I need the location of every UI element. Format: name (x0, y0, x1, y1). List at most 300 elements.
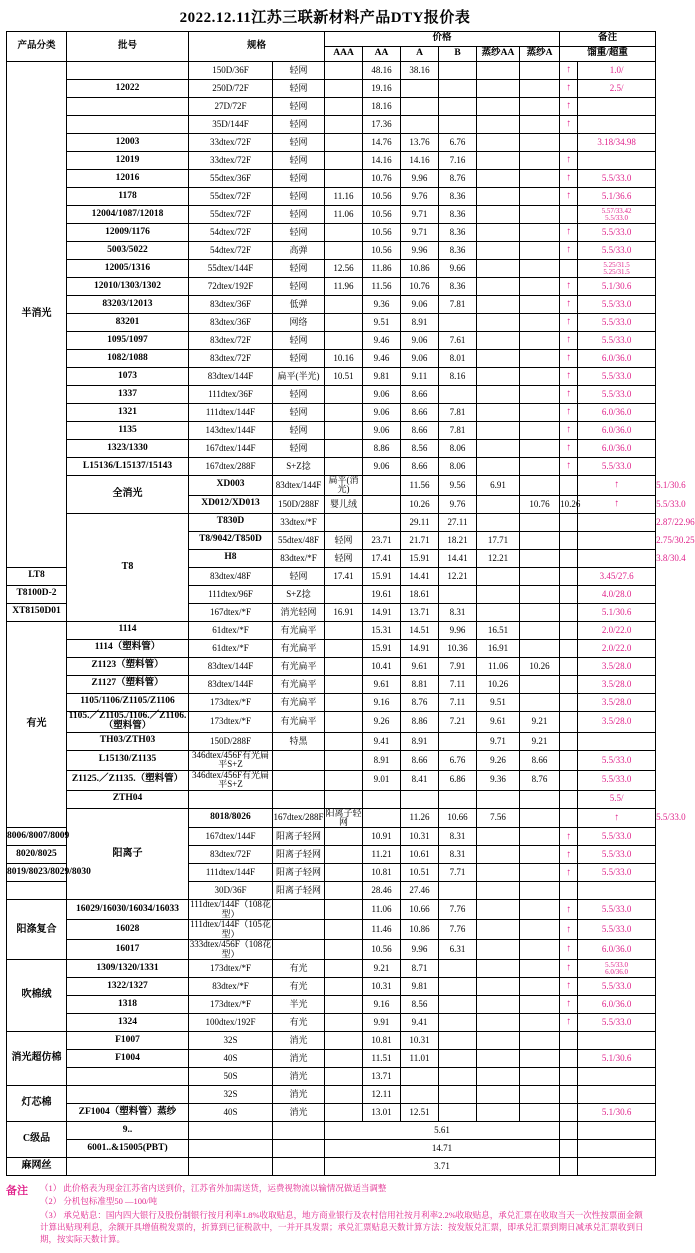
batch-cell: 12005/1316 (67, 260, 189, 278)
price-aaa-cell (325, 639, 363, 657)
price-a-cell: 10.31 (401, 1032, 439, 1050)
price-b-cell: 6.31 (439, 940, 477, 960)
spec-cell: 167dtex/288F (189, 458, 273, 476)
type-cell: 有光 (273, 978, 325, 996)
table-row (7, 1086, 656, 1104)
type-cell (325, 513, 363, 531)
table-row (7, 422, 656, 440)
price-aaa-cell: 10.16 (325, 350, 363, 368)
price-steam-aa-cell (477, 440, 520, 458)
batch-cell: 1323/1330 (67, 440, 189, 458)
spec-cell: 55dtex/144F (189, 260, 273, 278)
price-aaa-cell (325, 978, 363, 996)
price-b-cell: 7.61 (439, 332, 477, 350)
spec-cell: 250D/72F (189, 80, 273, 98)
spec-cell: 83dtex/144F (189, 657, 273, 675)
price-aa-cell: 9.46 (363, 332, 401, 350)
remark-cell (578, 1086, 656, 1104)
batch-cell: 1135 (67, 422, 189, 440)
price-b-cell (439, 960, 477, 978)
price-steam-a-cell (520, 882, 560, 900)
batch-cell: 1105/1106/Z1105/Z1106 (67, 693, 189, 711)
price-steam-a-cell (520, 404, 560, 422)
trend-arrow-cell: ↑ (560, 386, 578, 404)
price-steam-a-cell (520, 960, 560, 978)
remark-cell: 5.5/33.0 (578, 1014, 656, 1032)
batch-cell (67, 116, 189, 134)
remark-cell: 3.5/28.0 (578, 657, 656, 675)
type-cell (273, 1122, 325, 1140)
price-aaa-cell (325, 170, 363, 188)
table-row (7, 770, 656, 790)
price-aa-cell: 14.16 (363, 152, 401, 170)
spec-cell: 173dtex/*F (189, 693, 273, 711)
price-aa-cell: 9.41 (363, 732, 401, 750)
spec-cell: 83dtex/72F (189, 332, 273, 350)
footer-label: 备注 (6, 1185, 28, 1198)
price-b-cell: 6.76 (439, 134, 477, 152)
price-steam-aa-cell (477, 98, 520, 116)
batch-cell: 1322/1327 (67, 978, 189, 996)
batch-cell: Z1125.／Z1135.（塑料管） (67, 770, 189, 790)
spec-cell: 50S (189, 1068, 273, 1086)
price-aa-cell: 11.21 (363, 846, 401, 864)
trend-arrow-cell (560, 603, 578, 621)
price-aaa-cell (325, 790, 363, 808)
price-aa-cell: 29.11 (401, 513, 439, 531)
price-b-cell (439, 732, 477, 750)
price-steam-a-cell (520, 996, 560, 1014)
header-remark-sub: 馏重/超重 (560, 47, 656, 62)
price-steam-aa-cell: 16.51 (477, 621, 520, 639)
table-row (7, 440, 656, 458)
price-steam-aa-cell (477, 1068, 520, 1086)
remark-cell: 5.5/33.0 (578, 386, 656, 404)
remark-cell: 3.18/34.98 (578, 134, 656, 152)
price-steam-aa-cell (477, 882, 520, 900)
batch-cell: XD003 (189, 476, 273, 496)
table-row (7, 621, 656, 639)
price-steam-aa-cell (477, 603, 520, 621)
price-aa-cell: 18.16 (363, 98, 401, 116)
batch-cell (67, 1158, 189, 1176)
table-row (7, 458, 656, 476)
price-steam-a-cell: 9.21 (520, 732, 560, 750)
price-aa-cell: 14.91 (363, 603, 401, 621)
header-aa: AA (363, 47, 401, 62)
price-aa-cell: 9.06 (363, 386, 401, 404)
price-b-cell (439, 1032, 477, 1050)
price-a-cell (401, 98, 439, 116)
price-a-cell: 8.86 (401, 711, 439, 732)
price-b-cell (439, 1050, 477, 1068)
price-aa-cell: 15.91 (363, 567, 401, 585)
price-steam-aa-cell (477, 1014, 520, 1032)
trend-arrow-cell: ↑ (560, 62, 578, 80)
table-row (7, 152, 656, 170)
footer-body (40, 1182, 644, 1247)
table-row (7, 350, 656, 368)
spec-cell: 111dtex/144F（105花型） (190, 919, 271, 939)
table-row (7, 978, 656, 996)
trend-arrow-cell: ↑ (578, 495, 656, 513)
table-row (7, 675, 656, 693)
trend-arrow-cell: ↑ (560, 368, 578, 386)
spec-cell: 33dtex/72F (189, 152, 273, 170)
price-steam-aa-cell (477, 422, 520, 440)
trend-arrow-cell (560, 639, 578, 657)
price-b-cell (439, 80, 477, 98)
price-a-cell: 9.96 (401, 242, 439, 260)
remark-cell: 5.1/30.6 (578, 1050, 656, 1068)
table-row (7, 996, 656, 1014)
trend-arrow-cell (560, 657, 578, 675)
trend-arrow-cell: ↑ (560, 960, 578, 978)
category-cell: T8 (67, 513, 189, 621)
price-aa-cell: 9.16 (363, 693, 401, 711)
table-row: H8 83dtex/*F 轻网 17.41 15.91 14.41 12.21 3.8/30.4 (7, 549, 656, 567)
spec-cell: 150D/288F (273, 495, 325, 513)
table-row (7, 62, 656, 80)
price-aaa-cell (325, 693, 363, 711)
price-a-cell: 9.06 (401, 296, 439, 314)
price-a-cell: 10.86 (401, 920, 439, 940)
trend-arrow-cell: ↑ (560, 224, 578, 242)
spec-cell: 150D/288F (189, 732, 273, 750)
price-aaa-cell (325, 732, 363, 750)
type-cell: 轻网 (273, 206, 325, 224)
price-steam-a-cell (560, 531, 578, 549)
price-steam-aa-cell (477, 152, 520, 170)
batch-cell: 16017 (67, 940, 189, 960)
price-steam-aa-cell (477, 314, 520, 332)
trend-arrow-cell (560, 567, 578, 585)
price-b-cell: 8.36 (439, 224, 477, 242)
price-b-cell: 6.86 (439, 770, 477, 790)
price-a-cell: 18.61 (401, 585, 439, 603)
price-aa-cell: 9.91 (363, 1014, 401, 1032)
remark-cell: 5.5/33.0 (578, 242, 656, 260)
price-b-cell (477, 495, 520, 513)
remark-cell (578, 732, 656, 750)
category-cell: 全消光 (67, 476, 189, 514)
trend-arrow-cell (560, 585, 578, 603)
price-aa-cell: 9.26 (363, 711, 401, 732)
type-cell: 轻网 (273, 422, 325, 440)
spec-cell: 72dtex/192F (189, 278, 273, 296)
price-b-cell (439, 996, 477, 1014)
price-aaa-cell (363, 476, 401, 496)
price-aaa-cell (325, 404, 363, 422)
price-steam-aa-cell (477, 278, 520, 296)
trend-arrow-cell (560, 750, 578, 770)
batch-cell: 12009/1176 (67, 224, 189, 242)
price-steam-a-cell (520, 260, 560, 278)
price-aaa-cell (325, 621, 363, 639)
batch-cell: ZF1004（塑料管）蒸纱 (67, 1104, 189, 1122)
price-steam-a-cell (520, 621, 560, 639)
remark-cell (578, 1122, 656, 1140)
table-row: 阳离子 8018/8026 167dtex/288F 阳离子轻网 11.26 10.66 7.56 ↑ 5.5/33.0 (7, 808, 656, 828)
price-steam-aa-cell (477, 260, 520, 278)
price-a-cell: 8.66 (401, 422, 439, 440)
price-b-cell (439, 585, 477, 603)
price-steam-a-cell (520, 116, 560, 134)
remark-cell (578, 1068, 656, 1086)
price-a-cell: 10.86 (401, 260, 439, 278)
price-steam-a-cell (520, 188, 560, 206)
batch-cell (67, 1068, 189, 1086)
price-aaa-cell (325, 458, 363, 476)
table-row (7, 900, 656, 920)
spec-cell: 83dtex/144F (273, 476, 325, 496)
batch-cell (7, 882, 67, 900)
price-steam-aa-cell (477, 134, 520, 152)
price-steam-a-cell (520, 603, 560, 621)
price-steam-aa-cell (477, 368, 520, 386)
price-aaa-cell: 10.51 (325, 368, 363, 386)
price-b-cell: 17.71 (477, 531, 520, 549)
price-aa-cell (363, 790, 401, 808)
price-b-cell: 10.36 (439, 639, 477, 657)
price-aa-cell: 10.56 (363, 206, 401, 224)
price-b-cell: 6.91 (477, 476, 520, 496)
price-a-cell (401, 80, 439, 98)
price-a-cell: 8.66 (401, 458, 439, 476)
batch-cell: T8100D-2 (7, 585, 67, 603)
table-body (7, 62, 695, 1176)
remark-cell (578, 98, 656, 116)
table-row (7, 188, 656, 206)
footer-notes (6, 1182, 644, 1247)
type-cell: 轻网 (273, 260, 325, 278)
price-steam-a-cell (520, 978, 560, 996)
price-a-cell: 9.76 (401, 188, 439, 206)
price-table (6, 31, 695, 1176)
type-cell: 轻网 (273, 152, 325, 170)
type-cell: 轻网 (273, 98, 325, 116)
remark-cell: 2.5/ (578, 80, 656, 98)
table-row: T8 T830D 33dtex/*F 29.11 27.11 2.87/22.96 (7, 513, 656, 531)
price-steam-a-cell (520, 350, 560, 368)
price-steam-aa-cell (477, 790, 520, 808)
price-steam-a-cell (520, 98, 560, 116)
price-b-cell (439, 62, 477, 80)
spec-cell: 100dtex/192F (189, 1014, 273, 1032)
batch-cell: 1114 (67, 621, 189, 639)
page-title: 2022.12.11江苏三联新材料产品DTY报价表 (179, 10, 471, 26)
table-row (7, 116, 656, 134)
spec-cell: 61dtex/*F (189, 639, 273, 657)
price-steam-aa-cell (477, 920, 520, 940)
trend-arrow-cell: ↑ (560, 1014, 578, 1032)
price-aaa-cell (325, 920, 363, 940)
spec-cell: 83dtex/144F (189, 368, 273, 386)
remark-cell: 5.5/33.0 (578, 314, 656, 332)
price-b-cell (439, 116, 477, 134)
remark-cell: 5.5/33.0 (578, 900, 656, 920)
price-steam-a-cell (520, 314, 560, 332)
price-aa-cell: 19.61 (363, 585, 401, 603)
price-a-cell: 9.71 (401, 224, 439, 242)
category-cell: 灯芯棉 (7, 1086, 67, 1122)
spec-cell: 33dtex/72F (189, 134, 273, 152)
trend-arrow-cell: ↑ (560, 940, 578, 960)
category-cell: 消光超仿棉 (7, 1032, 67, 1086)
price-a-cell: 8.91 (401, 314, 439, 332)
price-a-cell: 8.56 (401, 440, 439, 458)
type-cell: 轻网 (325, 531, 363, 549)
type-cell: 消光 (273, 1050, 325, 1068)
price-a-cell: 13.71 (401, 603, 439, 621)
spec-cell (189, 1158, 273, 1176)
price-aaa-cell (325, 296, 363, 314)
price-aaa-cell (325, 770, 363, 790)
table-row (7, 242, 656, 260)
type-cell: 有光扁平 (273, 675, 325, 693)
remark-cell: 2.0/22.0 (578, 639, 656, 657)
type-cell: 消光 (273, 1032, 325, 1050)
table-row (7, 278, 656, 296)
price-aaa-cell (325, 1104, 363, 1122)
price-steam-aa-cell: 11.06 (477, 657, 520, 675)
trend-arrow-cell (560, 711, 578, 732)
table-row: XD012/XD013 150D/288F 婴儿绒 10.26 9.76 10.76 10.26 ↑ 5.5/33.0 (7, 495, 656, 513)
batch-cell: TH03/ZTH03 (67, 732, 189, 750)
price-steam-a-cell (560, 808, 578, 828)
price-steam-aa-cell (477, 386, 520, 404)
price-a-cell: 9.61 (401, 657, 439, 675)
price-a-cell: 13.76 (401, 134, 439, 152)
price-steam-a-cell: 10.26 (520, 657, 560, 675)
type-cell: 有光扁平 (273, 693, 325, 711)
batch-cell: 9.. (67, 1122, 189, 1140)
batch-cell: 12004/1087/12018 (67, 206, 189, 224)
price-steam-a-cell (520, 567, 560, 585)
price-a-cell: 9.71 (401, 206, 439, 224)
spec-cell: 54dtex/72F (189, 224, 273, 242)
type-cell: 消光 (273, 1104, 325, 1122)
price-b-cell: 8.31 (439, 603, 477, 621)
price-a-cell: 9.06 (401, 332, 439, 350)
price-steam-a-cell (520, 440, 560, 458)
batch-cell: 1073 (67, 368, 189, 386)
price-aaa-cell (325, 864, 363, 882)
trend-arrow-cell: ↑ (560, 80, 578, 98)
trend-arrow-cell: ↑ (560, 152, 578, 170)
price-a-cell: 10.76 (401, 278, 439, 296)
price-b-cell (439, 1014, 477, 1032)
trend-arrow-cell: ↑ (560, 900, 578, 920)
spec-cell: 83dtex/*F (273, 549, 325, 567)
batch-cell: XT8150D01 (7, 603, 67, 621)
spec-cell: 33dtex/*F (273, 513, 325, 531)
price-aa-cell: 11.06 (363, 900, 401, 920)
batch-cell: 1095/1097 (67, 332, 189, 350)
price-steam-a-cell (520, 332, 560, 350)
type-cell: 消光轻网 (273, 603, 325, 621)
table-row (7, 80, 656, 98)
price-a-cell: 14.91 (401, 639, 439, 657)
trend-arrow-cell: ↑ (560, 404, 578, 422)
remark-cell: 5.1/30.6 (578, 603, 656, 621)
trend-arrow-cell (560, 260, 578, 278)
table-row (7, 657, 656, 675)
type-cell (273, 750, 325, 770)
spec-cell: 83dtex/72F (189, 350, 273, 368)
price-steam-aa-cell: 9.71 (477, 732, 520, 750)
type-cell: 阳离子轻网 (325, 807, 362, 827)
trend-arrow-cell: ↑ (560, 98, 578, 116)
trend-arrow-cell (560, 1068, 578, 1086)
header-aaa: AAA (325, 47, 363, 62)
price-a-cell: 8.91 (401, 732, 439, 750)
spec-cell: 54dtex/72F (189, 242, 273, 260)
price-aaa-cell (325, 657, 363, 675)
batch-cell: 12010/1303/1302 (67, 278, 189, 296)
price-steam-a-cell (520, 639, 560, 657)
remark-cell: 5.5/33.0 (578, 920, 656, 940)
remark-cell: 6.0/36.0 (578, 440, 656, 458)
price-steam-a-cell (520, 296, 560, 314)
type-cell: S+Z捻 (273, 458, 325, 476)
trend-arrow-cell (560, 693, 578, 711)
table-row (7, 368, 656, 386)
table-row (7, 1140, 656, 1158)
price-b-cell: 7.71 (439, 864, 477, 882)
price-steam-aa-cell (477, 828, 520, 846)
batch-cell: F1007 (67, 1032, 189, 1050)
price-a-cell: 8.56 (401, 996, 439, 1014)
spec-cell: 111dtex/96F (189, 585, 273, 603)
price-steam-aa-cell (477, 116, 520, 134)
price-steam-aa-cell (477, 224, 520, 242)
spec-cell: 83dtex/144F (189, 675, 273, 693)
price-merged-cell: 3.71 (325, 1158, 560, 1176)
price-aaa-cell (325, 940, 363, 960)
price-aaa-cell (325, 152, 363, 170)
trend-arrow-cell: ↑ (560, 828, 578, 846)
spec-cell: 40S (189, 1104, 273, 1122)
price-aaa-cell (325, 80, 363, 98)
spec-cell: 83dtex/48F (189, 567, 273, 585)
batch-cell: L15130/Z1135 (67, 750, 189, 770)
type-cell: 阳离子轻网 (273, 864, 325, 882)
price-steam-aa-cell (477, 404, 520, 422)
table-row (7, 1050, 656, 1068)
spec-cell: 83dtex/36F (189, 314, 273, 332)
type-cell: 消光 (273, 1086, 325, 1104)
category-cell: C级品 (7, 1122, 67, 1158)
price-steam-a-cell (520, 206, 560, 224)
footer-note-line: （2） 分机包标准型50 —100/吨 (40, 1196, 158, 1207)
price-a-cell: 8.66 (401, 750, 439, 770)
price-aa-cell: 9.46 (363, 350, 401, 368)
remark-cell: 4.0/28.0 (578, 585, 656, 603)
type-cell (273, 1158, 325, 1176)
price-steam-aa-cell (477, 188, 520, 206)
price-aaa-cell (325, 116, 363, 134)
price-aaa-cell: 11.06 (325, 206, 363, 224)
price-aa-cell: 10.26 (401, 495, 439, 513)
price-aa-cell: 9.01 (363, 770, 401, 790)
trend-arrow-cell: ↑ (560, 978, 578, 996)
table-row (7, 332, 656, 350)
price-a-cell: 8.41 (401, 770, 439, 790)
price-b-cell: 8.36 (439, 206, 477, 224)
price-b-cell (477, 513, 520, 531)
price-aa-cell: 11.56 (363, 278, 401, 296)
